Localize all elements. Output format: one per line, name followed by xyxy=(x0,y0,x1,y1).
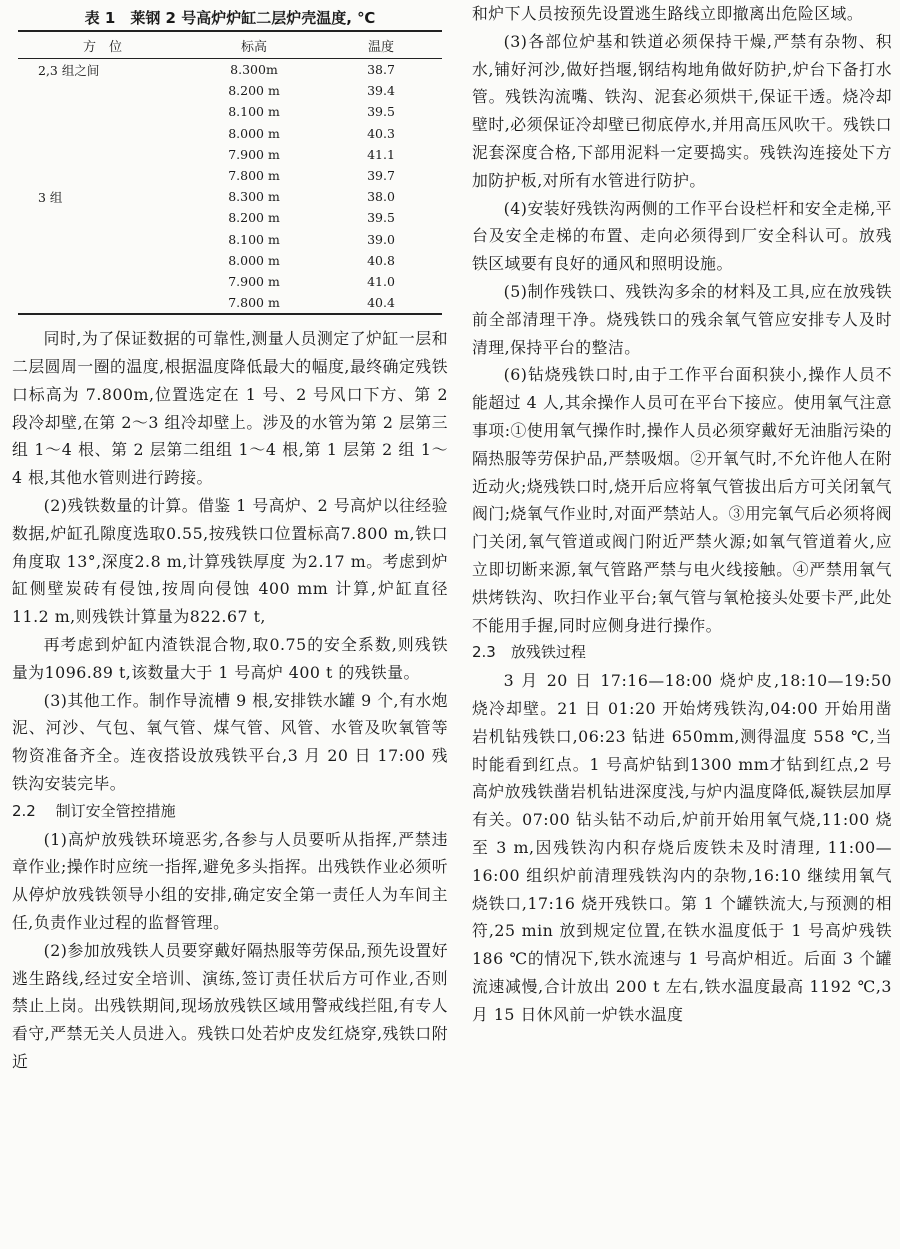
cell-temperature: 38.7 xyxy=(367,62,395,78)
table-header-row xyxy=(18,31,442,59)
table-row xyxy=(18,80,442,101)
paragraph-continued: 和炉下人员按预先设置逃生路线立即撤离出危险区域。 xyxy=(472,4,864,23)
cell-elevation: 8.300 m xyxy=(228,189,280,205)
cell-temperature: 39.7 xyxy=(367,168,395,184)
table-row xyxy=(18,271,442,292)
header-position: 方 位 xyxy=(82,39,122,55)
cell-position xyxy=(18,80,188,101)
paragraph: (6)钻烧残铁口时,由于工作平台面积狭小,操作人员不能超过 4 人,其余操作人员可在平台下接应。使用氧气注意事项:①使用氧气操作时,操作人员必须穿戴好无油脂污染的隔热服等劳保护品,严禁吸烟。②开氧气时,不允许他人在附近动火;烧残铁口时,烧开后应将氧气管拔出后方可关闭氧气阀门;烧氧气作业时,对面严禁站人。③用完氧气后必须将阀门关闭,氧气管道或阀门附近严禁火源;如氧气管道着火,应立即切断来源,氧气管路严禁与电火线接触。④严禁用氧气烘烤铁沟、吹扫作业平台;氧气管与氧枪接头处要卡严,此处不能用手握,同时应侧身进行操作。 xyxy=(472,365,892,635)
right-column xyxy=(472,0,892,1028)
cell-position xyxy=(18,207,188,228)
table-row xyxy=(18,250,442,271)
cell-elevation: 7.800 m xyxy=(228,168,280,184)
paragraph: 同时,为了保证数据的可靠性,测量人员测定了炉缸一层和二层圆周一圈的温度,根据温度降低最大的幅度,最终确定残铁口标高为 7.800m,位置选定在 1 号、2 号风口下方、第 2 段冷却壁,在第 2～3 组冷却壁上。涉及的水管为第 2 层第三组 1～4 根、第 2 层第二组组 1～4 根,第 1 层第 2 组 1～4 根,其他水管则进行跨接。 xyxy=(12,329,448,488)
cell-temperature: 41.0 xyxy=(367,273,395,289)
left-column xyxy=(12,0,448,1076)
cell-elevation: 7.800 m xyxy=(228,295,280,311)
table-row xyxy=(18,292,442,314)
cell-temperature: 39.5 xyxy=(367,210,395,226)
table-row xyxy=(18,229,442,250)
table-row xyxy=(18,123,442,144)
cell-elevation: 8.100 m xyxy=(228,104,280,120)
table-row xyxy=(18,144,442,165)
cell-position xyxy=(18,292,188,314)
cell-position xyxy=(18,123,188,144)
cell-elevation: 8.000 m xyxy=(228,252,280,268)
table-row xyxy=(18,207,442,228)
paragraph: (2)残铁数量的计算。借鉴 1 号高炉、2 号高炉以往经验数据,炉缸孔隙度选取0.55,按残铁口位置标高7.800 m,铁口角度取 13°,深度2.8 m,计算残铁厚度 为2.17 m。考虑到炉缸侧壁炭砖有侵蚀,按周向侵蚀 400 mm 计算,炉缸直径11.2 m,则残铁计算量为822.67 t, xyxy=(12,496,448,627)
cell-position xyxy=(18,271,188,292)
cell-position: 2,3 组之间 xyxy=(38,62,100,78)
cell-position xyxy=(18,144,188,165)
cell-position xyxy=(18,229,188,250)
table-row xyxy=(18,101,442,122)
paragraph: (3)各部位炉基和铁道必须保持干燥,严禁有杂物、积水,铺好河沙,做好挡堰,钢结构地角做好防护,炉台下备打水管。残铁沟流嘴、铁沟、泥套必须烘干,保证干透。烧冷却壁时,必须保证冷却壁已彻底停水,并用高压风吹干。残铁口泥套深度合格,下部用泥料一定要捣实。残铁沟连接处下方加防护板,对所有水管进行防护。 xyxy=(472,31,892,190)
cell-elevation: 8.300m xyxy=(230,62,278,78)
paragraph: 再考虑到炉缸内渣铁混合物,取0.75的安全系数,则残铁量为1096.89 t,该数量大于 1 号高炉 400 t 的残铁量。 xyxy=(12,635,448,682)
header-elevation: 标高 xyxy=(240,39,267,55)
header-temperature: 温度 xyxy=(367,39,394,55)
cell-elevation: 7.900 m xyxy=(228,146,280,162)
paragraph: 3 月 20 日 17:16—18:00 烧炉皮,18:10—19:50 烧冷却壁。21 日 01:20 开始烤残铁沟,04:00 开始用凿岩机钻残铁口,06:23 钻进 650mm,测得温度 558 ℃,当时能看到红点。1 号高炉钻到1300 mm才钻到红点,2 号高炉放残铁凿岩机钻进深度浅,与炉内温度降低,凝铁层加厚有关。07:00 钻头钻不动后,炉前开始用氧气烧,11:00 烧至 3 m,因残铁沟内积存烧后废铁未及时清理, 11:00—16:00 组织炉前清理残铁沟内的杂物,16:10 继续用氧气烧铁口,17:16 烧开残铁口。第 1 个罐铁流大,与预测的相符,25 min 放到规定位置,在铁水温度低于 1 号高炉残铁 186 ℃的情况下,铁水流速与 1 号高炉相近。后面 3 个罐流速减慢,合计放出 200 t 左右,铁水温度最高 1192 ℃,3 月 15 日休风前一炉铁水温度 xyxy=(472,671,892,1024)
section-heading-2-3: 2.3 放残铁过程 xyxy=(472,643,586,662)
temperature-table xyxy=(18,30,442,315)
cell-temperature: 41.1 xyxy=(367,146,395,162)
cell-temperature: 40.4 xyxy=(367,295,395,311)
paragraph: (1)高炉放残铁环境恶劣,各参与人员要听从指挥,严禁违章作业;操作时应统一指挥,避免多头指挥。出残铁作业必须听从停炉放残铁领导小组的安排,确定安全第一责任人为车间主任,负责作业过程的监督管理。 xyxy=(12,829,448,932)
cell-temperature: 39.0 xyxy=(367,231,395,247)
table-body xyxy=(18,59,442,315)
cell-temperature: 39.4 xyxy=(367,83,395,99)
cell-temperature: 40.3 xyxy=(367,125,395,141)
cell-position xyxy=(18,250,188,271)
paragraph: (4)安装好残铁沟两侧的工作平台设栏杆和安全走梯,平台及安全走梯的布置、走向必须得到厂安全科认可。放残铁区域要有良好的通风和照明设施。 xyxy=(472,198,892,274)
table-row xyxy=(18,165,442,186)
cell-elevation: 8.000 m xyxy=(228,125,280,141)
paragraph: (2)参加放残铁人员要穿戴好隔热服等劳保品,预先设置好逃生路线,经过安全培训、演练,签订责任状后方可作业,否则禁止上岗。出残铁期间,现场放残铁区域用警戒线拦阻,有专人看守,严禁无关人员进入。残铁口处若炉皮发红烧穿,残铁口附近 xyxy=(12,940,448,1071)
cell-temperature: 40.8 xyxy=(367,252,395,268)
paragraph: (3)其他工作。制作导流槽 9 根,安排铁水罐 9 个,有水炮泥、河沙、气包、氧气管、煤气管、风管、水管及吹氧管等物资准备齐全。连夜搭设放残铁平台,3 月 20 日 17:00 残铁沟安装完毕。 xyxy=(12,690,448,793)
paragraph: (5)制作残铁口、残铁沟多余的材料及工具,应在放残铁前全部清理干净。烧残铁口的残余氧气管应安排专人及时清理,保持平台的整洁。 xyxy=(472,281,892,357)
table-row xyxy=(18,59,442,81)
cell-elevation: 7.900 m xyxy=(228,273,280,289)
cell-position: 3 组 xyxy=(38,189,63,205)
table-row xyxy=(18,186,442,207)
section-heading-2-2: 2.2 制订安全管控措施 xyxy=(12,801,176,820)
cell-elevation: 8.200 m xyxy=(228,210,280,226)
cell-temperature: 38.0 xyxy=(367,189,395,205)
left-body-text xyxy=(12,325,448,1076)
cell-temperature: 39.5 xyxy=(367,104,395,120)
cell-elevation: 8.100 m xyxy=(228,231,280,247)
cell-position xyxy=(18,101,188,122)
table-caption: 表 1 莱钢 2 号高炉炉缸二层炉壳温度, ℃ xyxy=(84,9,376,27)
cell-elevation: 8.200 m xyxy=(228,83,280,99)
cell-position xyxy=(18,165,188,186)
